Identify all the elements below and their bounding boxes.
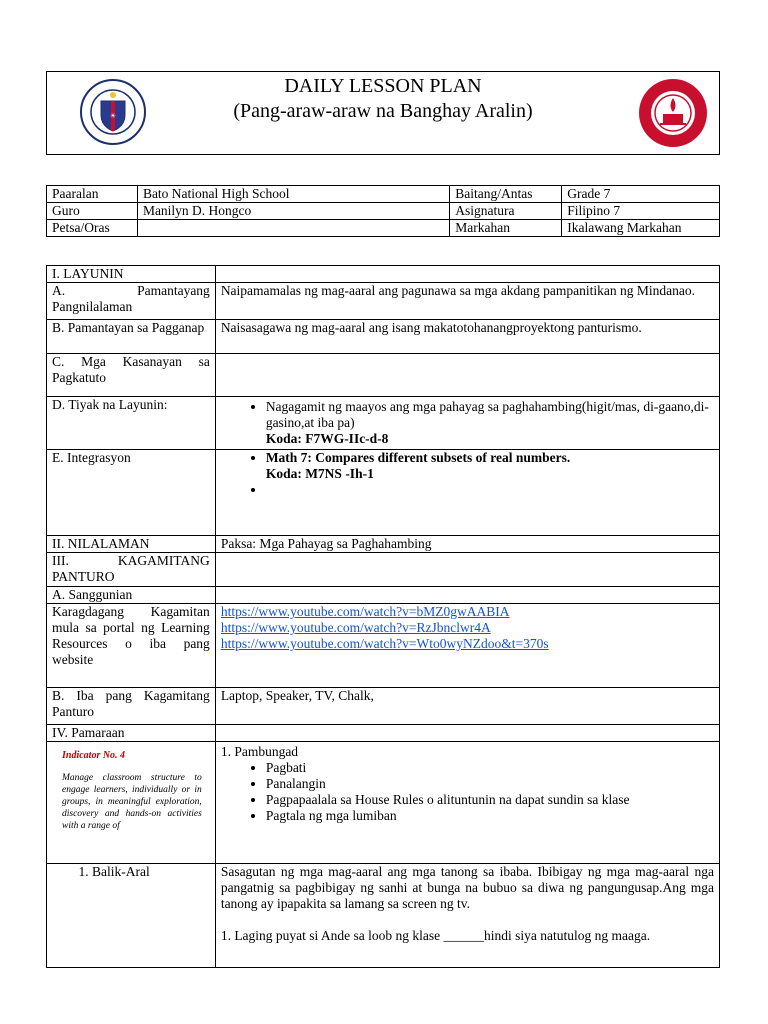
page-title: DAILY LESSON PLAN — [284, 75, 482, 97]
row-pamaraan — [47, 725, 720, 742]
integration-text: Math 7: Compares different subsets of real numbers. — [265, 450, 571, 465]
row-value: Naipamamalas ng mag-aaral ang pagunawa sa mga akdang pampanitikan ng Mindanao. — [215, 283, 719, 320]
list-item: • Pagbati — [266, 760, 714, 776]
info-value: Filipino 7 — [562, 203, 720, 220]
row-integrasyon — [47, 450, 720, 536]
header-box — [46, 71, 720, 155]
info-value: Bato National High School — [137, 186, 449, 203]
row-balik-aral — [47, 864, 720, 968]
row-label: C. Mga Kasanayan sa Pagkatuto — [47, 354, 216, 397]
info-label: Baitang/Antas — [450, 186, 562, 203]
info-label: Asignatura — [450, 203, 562, 220]
list-item: • Pagtala ng mga lumiban — [266, 808, 714, 824]
balik-aral-instructions: Sasagutan ng mga mag-aaral ang mga tanong sa ibaba. Ibibigay ng mga mag-aaral nga pangatnig sa pagbibigay ng sanhi at bunga na bubuo sa diwa ng pangungusap.Ang mga tanong ay ipapakita sa lamang sa screen ng tv. — [220, 864, 714, 911]
svg-text:☀: ☀ — [109, 112, 117, 120]
list-item: • Pagpapaalala sa House Rules o alituntunin na dapat sundin sa klase — [266, 792, 714, 808]
youtube-link-1[interactable]: https://www.youtube.com/watch?v=bMZ0gwAABIA — [220, 604, 510, 619]
row-label: A. Sanggunian — [47, 587, 216, 604]
row-layunin — [47, 266, 720, 283]
school-logo-icon — [638, 78, 708, 148]
page-subtitle: (Pang-araw-araw na Banghay Aralin) — [233, 100, 533, 122]
row-label: B. Pamantayan sa Pagganap — [47, 320, 216, 354]
row-pambungad — [47, 742, 720, 864]
objective-code: Koda: F7WG-IIc-d-8 — [265, 431, 389, 446]
info-row-petsa — [47, 220, 720, 237]
section-label: IV. Pamaraan — [47, 725, 216, 742]
info-row-paaralan — [47, 186, 720, 203]
row-nilalaman — [47, 536, 720, 553]
balik-aral-list — [52, 864, 210, 880]
row-label: Karagdagang Kagamitan mula sa portal ng Learning Resources o iba pang website — [47, 604, 216, 688]
row-label: E. Integrasyon — [47, 450, 216, 536]
row-value: Laptop, Speaker, TV, Chalk, — [215, 688, 719, 725]
info-label: Paaralan — [47, 186, 138, 203]
indicator-box — [47, 742, 216, 864]
info-value — [137, 220, 449, 237]
school-info-table — [46, 185, 720, 237]
list-item — [266, 399, 714, 447]
section-label: I. LAYUNIN — [47, 266, 216, 283]
pambungad-heading: 1. Pambungad — [220, 744, 299, 759]
indicator-text: Manage classroom structure to engage learners, individually or in groups, in meaningful exploration, discovery and hands-on activities with a range of — [62, 773, 202, 831]
balik-aral-question: 1. Laging puyat si Ande sa loob ng klase ______hindi siya natutulog ng maaga. — [220, 928, 651, 943]
row-value: Naisasagawa ng mag-aaral ang isang makatotohanangproyektong panturismo. — [215, 320, 719, 354]
row-karagdagang-kagamitan — [47, 604, 720, 688]
info-value: Grade 7 — [562, 186, 720, 203]
section-label: III. KAGAMITANG PANTURO — [47, 553, 216, 587]
section-label: II. NILALAMAN — [47, 536, 216, 553]
list-item: • Panalangin — [266, 776, 714, 792]
row-pamantayan-sa-pagganap — [47, 320, 720, 354]
row-iba-pang-kagamitan — [47, 688, 720, 725]
lesson-plan-table — [46, 265, 720, 968]
row-tiyak-na-layunin — [47, 397, 720, 450]
list-item-empty — [266, 482, 714, 498]
info-label: Petsa/Oras — [47, 220, 138, 237]
row-kasanayan — [47, 354, 720, 397]
info-label: Markahan — [450, 220, 562, 237]
integration-code: Koda: M7NS -Ih-1 — [265, 466, 374, 481]
row-value: Paksa: Mga Pahayag sa Paghahambing — [215, 536, 719, 553]
row-pamantayang-pangnilalaman — [47, 283, 720, 320]
info-label: Guro — [47, 203, 138, 220]
info-value: Manilyn D. Hongco — [137, 203, 449, 220]
indicator-title: Indicator No. 4 — [62, 750, 126, 761]
list-item — [266, 450, 714, 482]
youtube-link-3[interactable]: https://www.youtube.com/watch?v=Wto0wyNZdoo&t=370s — [220, 636, 549, 651]
info-row-guro — [47, 203, 720, 220]
info-value: Ikalawang Markahan — [562, 220, 720, 237]
row-label: D. Tiyak na Layunin: — [47, 397, 216, 450]
balik-aral-label: 1. Balik-Aral — [92, 864, 210, 880]
row-label: B. Iba pang Kagamitang Panturo — [47, 688, 216, 725]
row-kagamitang-panturo — [47, 553, 720, 587]
objective-text: Nagagamit ng maayos ang mga pahayag sa paghahambing(higit/mas, di-gaano,di-gasino,at iba pa) — [265, 399, 709, 430]
row-sanggunian — [47, 587, 720, 604]
youtube-link-2[interactable]: https://www.youtube.com/watch?v=RzJbnclwr4A — [220, 620, 491, 635]
row-label: A. Pamantayang Pangnilalaman — [47, 283, 216, 320]
